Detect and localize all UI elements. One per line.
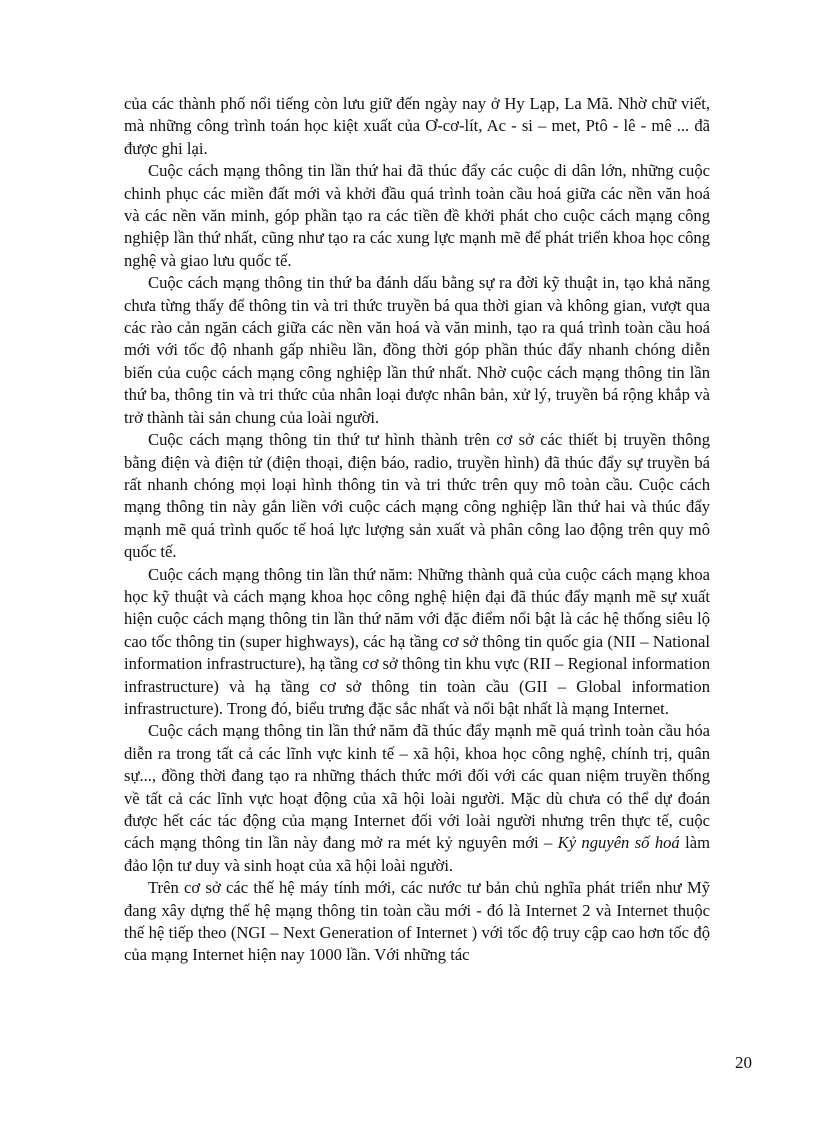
paragraph-6-text-before: Cuộc cách mạng thông tin lần thứ năm đã thúc đẩy mạnh mẽ quá trình toàn cầu hóa diễn ra trong tất cả các lĩnh vực kinh tế – xã hội, khoa học công nghệ, chính trị, quân sự..., đồng thời đang tạo ra những thách thức mới đối với các quan niệm truyền thống về tất cả các lĩnh vực hoạt động của xã hội loài người. Mặc dù chưa có thể dự đoán được hết các tác động của mạng Internet đối với loài người nhưng trên thực tế, cuộc cách mạng thông tin lần này đang mở ra mét kỷ nguyên mới – (124, 721, 710, 853)
paragraph-2: Cuộc cách mạng thông tin lần thứ hai đã thúc đẩy các cuộc di dân lớn, những cuộc chinh phục các miền đất mới và khởi đầu quá trình toàn cầu hoá giữa các nền văn hoá và các nền văn minh, góp phần tạo ra các tiền đề khởi phát cho cuộc cách mạng công nghiệp lần thứ nhất, cũng như tạo ra các xung lực mạnh mẽ để phát triển khoa học công nghệ và giao lưu quốc tế. (124, 161, 710, 270)
paragraph-6-text-after: làm đảo lộn tư duy và sinh hoạt của xã hội loài người. (124, 833, 710, 875)
emphasized-term: Kỷ nguyên số hoá (557, 833, 680, 853)
paragraph-4: Cuộc cách mạng thông tin thứ tư hình thành trên cơ sở các thiết bị truyền thông bằng điện và điện tử (điện thoại, điện báo, radio, truyền hình) đã thúc đẩy sự truyền bá rất nhanh chóng mọi loại hình thông tin và tri thức trên quy mô toàn cầu. Cuộc cách mạng thông tin này gắn liền với cuộc cách mạng công nghiệp lần thứ hai và thúc đẩy mạnh mẽ quá trình quốc tế hoá lực lượng sản xuất và phân công lao động trên quy mô quốc tế. (124, 430, 710, 562)
paragraph-5: Cuộc cách mạng thông tin lần thứ năm: Những thành quả của cuộc cách mạng khoa học kỹ thuật và cách mạng khoa học công nghệ hiện đại đã thúc đẩy mạnh mẽ sự xuất hiện cuộc cách mạng thông tin lần thứ năm với đặc điểm nổi bật là các hệ thống siêu lộ cao tốc thông tin (super highways), các hạ tầng cơ sở thông tin quốc gia (NII – National information infrastructure), hạ tầng cơ sở thông tin khu vực (RII – Regional information infrastructure) và hạ tầng cơ sở thông tin toàn cầu (GII – Global information infrastructure). Trong đó, biểu trưng đặc sắc nhất và nổi bật nhất là mạng Internet. (124, 564, 710, 718)
paragraph-6 (124, 720, 710, 877)
paragraph-7: Trên cơ sở các thế hệ máy tính mới, các nước tư bản chủ nghĩa phát triển như Mỹ đang xây dựng thế hệ mạng thông tin toàn cầu mới - đó là Internet 2 và Internet thuộc thế hệ tiếp theo (NGI – Next Generation of Internet ) với tốc độ truy cập cao hơn tốc độ của mạng Internet hiện nay 1000 lần. Với những tác (124, 878, 710, 965)
paragraph-3: Cuộc cách mạng thông tin thứ ba đánh dấu bằng sự ra đời kỹ thuật in, tạo khả năng chưa từng thấy để thông tin và tri thức truyền bá qua thời gian và không gian, vượt qua các rào cản ngăn cách giữa các nền văn hoá và văn minh, tạo ra quá trình toàn cầu hoá mới với tốc độ nhanh gấp nhiều lần, đồng thời góp phần thúc đẩy nhanh chóng diễn biến của cuộc cách mạng công nghiệp lần thứ nhất. Nhờ cuộc cách mạng thông tin lần thứ ba, thông tin và tri thức của nhân loại được nhân bản, xử lý, truyền bá rộng khắp và trở thành tài sản chung của loài người. (124, 273, 710, 427)
paragraph-1: của các thành phố nổi tiếng còn lưu giữ đến ngày nay ở Hy Lạp, La Mã. Nhờ chữ viết, mà những công trình toán học kiệt xuất của Ơ-cơ-lít, Ac - si – met, Ptô - lê - mê ... đã được ghi lại. (124, 94, 710, 158)
page-number: 20 (735, 1053, 752, 1072)
body-text (124, 93, 710, 967)
